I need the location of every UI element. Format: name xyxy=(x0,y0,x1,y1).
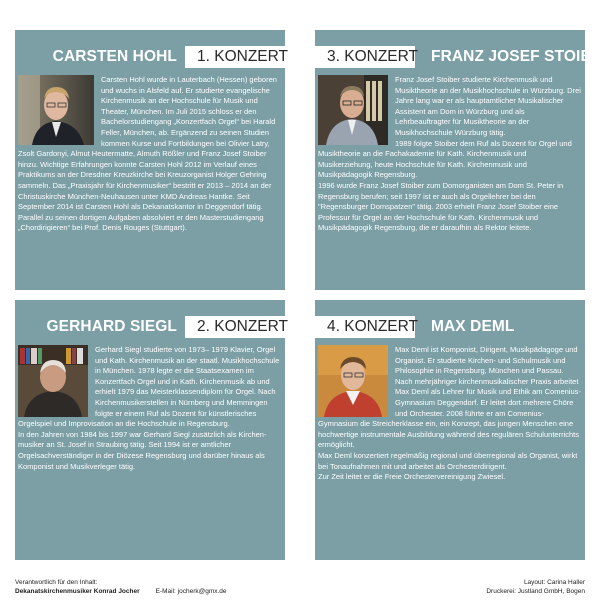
performer-name: CARSTEN HOHL xyxy=(52,48,177,65)
performer-name: MAX DEML xyxy=(431,318,515,335)
bio-text: Franz Josef Stoiber studierte Kirchenmusik und Musiktheorie an der Musikhochschule in Würzburg. Drei Jahre lang war er als hauptamtlicher Musikalischer Assistent am Dom in Würzburg und als Lehrbeauftragter für Musiktheorie an der Musikhochschule Würzburg tätig. xyxy=(395,75,581,137)
concert-panel-1 xyxy=(15,30,289,290)
footer-credits-left xyxy=(15,578,227,596)
footer-credits-right xyxy=(486,578,585,596)
bio-text-2: In den Jahren von 1984 bis 1997 war Gerhard Siegl zusätzlich als Kirchenmusiker an St. Josef in Straubing tätig. Seit 1994 ist er amtlicher Orgelsachverständiger in der Diözese Regensburg und darüber hinaus als Komponist und Musikverleger tätig. xyxy=(18,429,267,471)
portrait-photo xyxy=(318,75,388,145)
portrait-photo xyxy=(18,345,88,417)
bio-text: Gerhard Siegl studierte von 1973– 1979 Klavier, Orgel und Kath. Kirchenmusik an der staatl. Musikhochschule in München. 1978 legte er die Staatsexamen im Konzertfach Orgel und in Kath. Kirchenmusik ab und erhielt 1979 das Meisterklassendiplom für Orgel. Nach Kirchenmusikerstellen in Nürnberg und Memmingen folgte er einem Ruf als Dozent für künstlerisches Orgelspiel und Improvisation an die Hochschule in Regensburg. xyxy=(18,345,280,429)
bio-text: Carsten Hohl wurde in Lauterbach (Hessen) geboren und wuchs in Alsfeld auf. Er studierte evangelische Kirchenmusik an der Hochschule für Musik und Theater, München. Im Juli 2015 schloss er den Bachelorstudiengang „Konzertfach Orgel“ bei Harald Feller, München, ab. Ergänzend zu seinen Studien kommen Kurse und Fortbildungen bei Olivier Latry, Zsolt Gardonyi, Almut Heutermatte, Almuth Rößler und Franz Josef Stoiber hinzu. Wichtige Erfahrungen konnte Carsten Hohl 2012 im Verlauf eines Praktikums an der Dresdner Kreuzkirche bei Kreuzorganist Holger Gehring sammeln. Das „Praxisjahr für Kirchenmusiker“ bestritt er 2013 – 2014 an der Christuskirche München-Neuhausen unter KMD Andreas Hantke. Seit September 2014 ist Carsten Hohl als Dekanatskantor in Deggendorf tätig. Parallel zu seinen dortigen Aufgaben absolviert er den Masterstudiengang „Chordirigieren“ bei Prof. Denis Rouges (Stuttgart). xyxy=(18,75,277,233)
bio-text-2: 1989 folgte Stoiber dem Ruf als Dozent für Orgel und Musiktheorie an die Fachakademie für Kath. Kirchenmusik und Musikerziehung, heute Hochschule für Kath. Kirchenmusik und Musikpädagogik Regensburg. xyxy=(318,138,572,180)
concert-label: 2. KONZERT xyxy=(185,316,285,338)
bio-block xyxy=(18,75,281,234)
responsible-name: Dekanatskirchenmusiker Konrad Jocher xyxy=(15,588,140,595)
performer-name: FRANZ JOSEF STOIBER xyxy=(431,48,613,65)
performer-name: GERHARD SIEGL xyxy=(46,318,177,335)
bio-text: Max Deml ist Komponist, Dirigent, Musikpädagoge und Organist. Er studierte Kirchen- und Schulmusik und Philosophie in Regensburg, München und Passau. Nach mehrjähriger kirchenmusikalischer Praxis arbeitet Max Deml als Lehrer für Musik und Ethik am Comenius-Gymnasium Deggendorf. Er leitet dort mehrere Chöre und Orchester. 2008 führte er am Comenius-Gymnasium die Streicherklasse ein, ein Konzept, das jungen Menschen eine hochwertige instrumentale Ausbildung während des regulären Schulunterrichts ermöglicht. xyxy=(318,345,581,450)
email-link[interactable]: E-Mail: jocherk@gmx.de xyxy=(155,588,227,595)
portrait-photo xyxy=(18,75,94,145)
bio-text-3: Zur Zeit leitet er die Freie Orchestervereinigung Zwiesel. xyxy=(318,472,506,482)
bio-block xyxy=(318,75,581,234)
concert-panel-2 xyxy=(15,300,289,560)
layout-credit: Layout: Carina Haller xyxy=(523,579,585,586)
concert-label: 1. KONZERT xyxy=(185,46,285,68)
concert-label: 4. KONZERT xyxy=(315,316,415,338)
concert-label: 3. KONZERT xyxy=(315,46,415,68)
bio-text-3: 1996 wurde Franz Josef Stoiber zum Domorganisten am Dom St. Peter in Regensburg berufen; seit 1997 ist er auch als Orgellehrer bei den "Regensburger Domspatzen" tätig. 2003 erhielt Franz Josef Stoiber eine Professur für Orgel an der Hochschule für Kath. Kirchenmusik und Musikpädagogik Regensburg, die er daraufhin als Rektor leitete. xyxy=(318,180,564,233)
portrait-photo xyxy=(318,345,388,417)
printer-credit: Druckerei: Justland GmbH, Bogen xyxy=(486,588,585,595)
concert-panel-4 xyxy=(315,300,585,560)
concert-panel-3 xyxy=(315,30,613,290)
bio-block xyxy=(318,345,581,483)
bio-block xyxy=(18,345,281,472)
responsible-label: Verantwortlich für den Inhalt: xyxy=(15,579,98,586)
bio-text-2: Max Deml konzertiert regelmäßig regional und überregional als Organist, wirkt bei Tonaufnahmen mit und arbeitet als Orchesterdirigent. xyxy=(318,450,578,471)
